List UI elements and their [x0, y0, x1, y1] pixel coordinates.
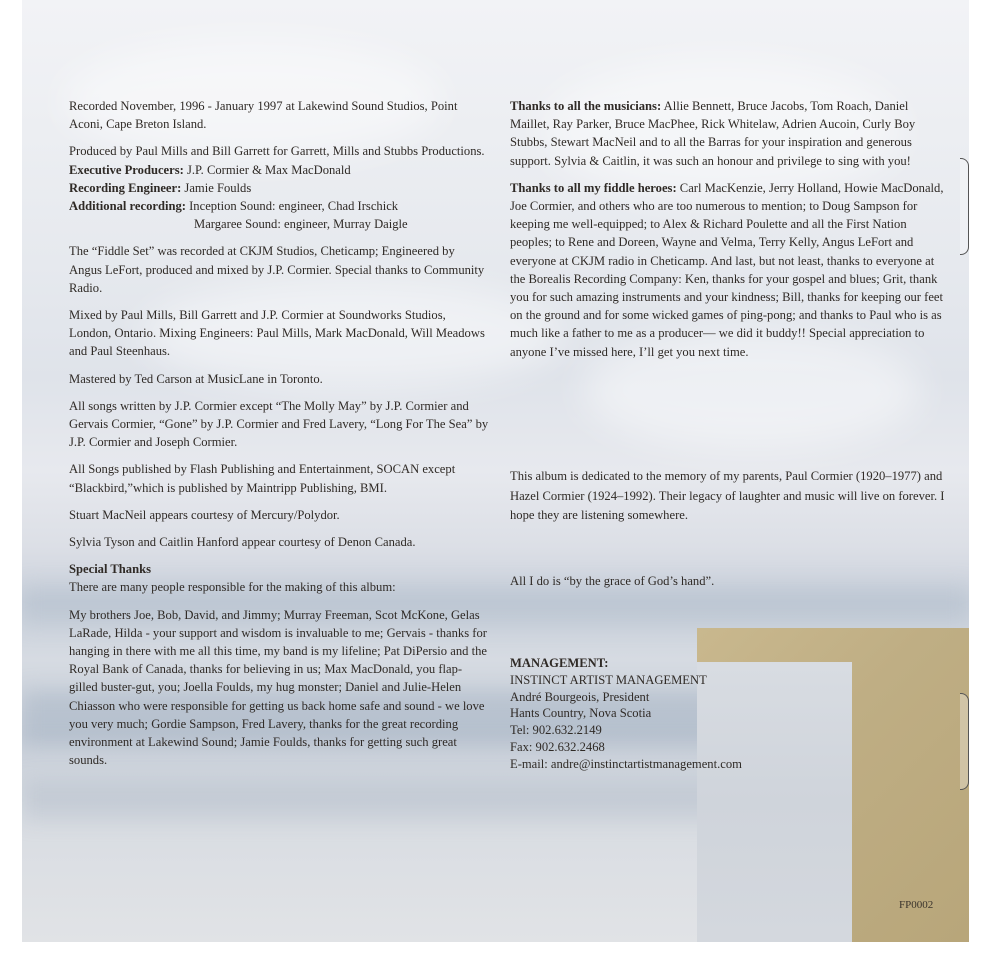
mixing-info: Mixed by Paul Mills, Bill Garrett and J.P. Cormier at Soundworks Studios, London, Ontario. Mixing Engineers: Paul Mills, Mark MacDonald, Will Meadows and Paul Steenhaus.: [69, 308, 485, 359]
management-email: E-mail: andre@instinctartistmanagement.com: [510, 756, 742, 771]
add-label: Additional recording:: [69, 199, 186, 214]
tray-tab-notch: [960, 158, 969, 255]
add-value-1: Inception Sound: engineer, Chad Irschick: [185, 199, 399, 214]
exec-value: J.P. Cormier & Max MacDonald: [183, 162, 351, 177]
executive-producers: [69, 161, 489, 179]
dedication: This album is dedicated to the memory of my parents, Paul Cormier (1920–1977) and Hazel Cormier (1924–1992). Their legacy of laughter and music will live on forever. I hope they are listening somewhere.: [510, 469, 945, 523]
tray-tab-notch: [960, 693, 969, 790]
special-thanks-heading: Special Thanks: [69, 562, 152, 577]
musicians-thanks: [510, 97, 950, 170]
musicians-text: Allie Bennett, Bruce Jacobs, Tom Roach, Daniel Maillet, Ray Parker, Bruce MacPhee, Rick Whitelaw, Adrien Aucoin, Curly Boy Stubbs, Stewart MacNeil and to all the Barras for your inspiration and generous support. Sylvia & Caitlin, it was such an honour and privilege to sing with you!: [510, 99, 916, 168]
fiddle-heroes-thanks: [510, 179, 950, 361]
management-block: [510, 655, 840, 773]
mastering-info: Mastered by Ted Carson at MusicLane in Toronto.: [69, 371, 323, 386]
management-person: André Bourgeois, President: [510, 689, 650, 704]
recording-info: Recorded November, 1996 - January 1997 at Lakewind Sound Studios, Point Aconi, Cape Breton Island.: [69, 99, 458, 132]
additional-recording: [69, 197, 489, 233]
management-heading: MANAGEMENT:: [510, 656, 609, 670]
management-location: Hants Country, Nova Scotia: [510, 706, 652, 721]
songwriting-info: All songs written by J.P. Cormier except “The Molly May” by J.P. Cormier and Gervais Cormier, “Gone” by J.P. Cormier and Fred Lavery, “Long For The Sea” by J.P. Cormier and Joseph Cormier.: [69, 398, 489, 450]
musicians-label: Thanks to all the musicians:: [510, 99, 662, 113]
special-thanks-intro: There are many people responsible for the making of this album:: [69, 580, 396, 595]
exec-label: Executive Producers:: [69, 162, 184, 177]
fiddle-set-info: The “Fiddle Set” was recorded at CKJM Studios, Cheticamp; Engineered by Angus LeFort, produced and mixed by J.P. Cormier. Special thanks to Community Radio.: [69, 244, 485, 295]
fiddle-text: Carl MacKenzie, Jerry Holland, Howie MacDonald, Joe Cormier, and others who are too numerous to mention; to Doug Sampson for keeping me well-equipped; to Alex & Richard Poulette and all the First Nation peoples; to Rene and Doreen, Wayne and Velma, Terry Kelly, Angus LeFort and everyone at CKJM radio in Cheticamp. And last, but not least, thanks to everyone at the Borealis Recording Company: Ken, thanks for your gospel and blues; Grit, thank you for such amazing instruments and your kindness; Bill, thanks for keeping our feet on the ground and for some wicked games of ping-pong; and thanks to Paul who is as much like a father to me as a producer— we did it buddy!! Special appreciation to anyone I’ve missed here, I’ll get you next time.: [510, 180, 944, 359]
producer-info: Produced by Paul Mills and Bill Garrett for Garrett, Mills and Stubbs Productions.: [69, 144, 485, 159]
left-credits-column: [69, 97, 489, 779]
rec-label: Recording Engineer:: [69, 180, 182, 195]
courtesy-macneil: Stuart MacNeil appears courtesy of Mercury/Polydor.: [69, 507, 340, 522]
management-company: INSTINCT ARTIST MANAGEMENT: [510, 672, 707, 687]
rec-value: Jamie Foulds: [181, 180, 252, 195]
catalog-number: FP0002: [899, 899, 934, 911]
recording-engineer: [69, 179, 489, 197]
management-tel: Tel: 902.632.2149: [510, 723, 602, 738]
grace-quote: All I do is “by the grace of God’s hand”.: [510, 574, 715, 588]
management-fax: Fax: 902.632.2468: [510, 739, 605, 754]
courtesy-tyson-hanford: Sylvia Tyson and Caitlin Hanford appear courtesy of Denon Canada.: [69, 535, 416, 550]
special-thanks-body: My brothers Joe, Bob, David, and Jimmy; Murray Freeman, Scot McKone, Gelas LaRade, Hilda - your support and wisdom is invaluable to me; Gervais - thanks for hanging in there with me all this time, my band is my lifeline; Pat DiPersio and the Royal Bank of Canada, thanks for believing in us; Max MacDonald, you flap-gilled buster-gut, you; Joella Foulds, my hug monster; Daniel and Julie-Helen Chiasson who were responsible for getting us back home safe and sound - we love you very much; Gordie Sampson, Fred Lavery, thanks for the great recording environment at Lakewind Sound; Jamie Foulds, thanks for getting such great sounds.: [69, 607, 487, 768]
right-credits-column: [510, 97, 950, 370]
fiddle-label: Thanks to all my fiddle heroes:: [510, 180, 677, 195]
add-value-2: Margaree Sound: engineer, Murray Daigle: [194, 217, 408, 232]
publishing-info: All Songs published by Flash Publishing and Entertainment, SOCAN except “Blackbird,”which is published by Maintripp Publishing, BMI.: [69, 462, 456, 495]
